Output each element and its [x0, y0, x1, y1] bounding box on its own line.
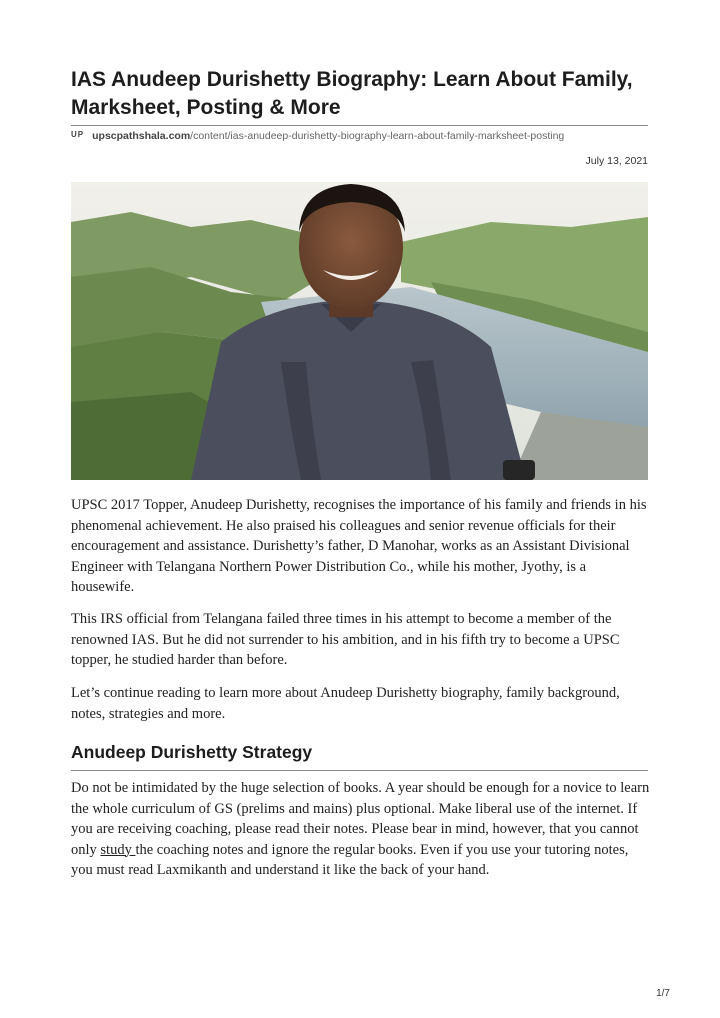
paragraph-intro: UPSC 2017 Topper, Anudeep Durishetty, recognises the importance of his family and friends in his phenomenal achievement. He also praised his colleagues and senior revenue officials for their encouragement and assistance. Durishetty’s father, D Manohar, works as an Assistant Divisional Engineer with Telangana Northern Power Distribution Co., while his mother, Jyothy, is a housewife.: [71, 497, 647, 595]
page-number: 1/7: [656, 988, 670, 999]
section-divider: [71, 770, 648, 771]
section-heading-strategy: Anudeep Durishetty Strategy: [71, 742, 313, 762]
source-line: [71, 130, 651, 142]
source-domain[interactable]: upscpathshala.com: [92, 130, 191, 142]
source-path[interactable]: /content/ias-anudeep-durishetty-biography-learn-about-family-marksheet-posting: [190, 130, 565, 142]
paragraph-irs: This IRS official from Telangana failed three times in his attempt to become a member of the renowned IAS. But he did not surrender to his ambition, and in his fifth try to become a UPSC topper, he studied harder than before.: [71, 611, 620, 668]
article-title: IAS Anudeep Durishetty Biography: Learn About Family, Marksheet, Posting & More: [71, 68, 633, 119]
paragraph-continue: Let’s continue reading to learn more about Anudeep Durishetty biography, family background, notes, strategies and more.: [71, 685, 620, 722]
strategy-text-start: Do not be intimidated by the huge selection of books. A year should be enough for a novice to learn the whole curriculum of GS (prelims and mains) plus optional. Make liberal use of the internet. If you are receiving coaching, please read their notes. Please bear in mind, however, that you cannot only: [71, 780, 650, 858]
portrait-photo: [71, 182, 648, 480]
strategy-text-end: the coaching notes and ignore the regular books. Even if you use your tutoring notes, you must read Laxmikanth and understand it like the back of your hand.: [71, 841, 629, 878]
publish-date: July 13, 2021: [585, 155, 648, 167]
site-logo: UP: [71, 130, 85, 139]
title-divider: [71, 125, 648, 126]
study-link[interactable]: study: [100, 841, 136, 858]
paragraph-strategy: [71, 778, 651, 881]
